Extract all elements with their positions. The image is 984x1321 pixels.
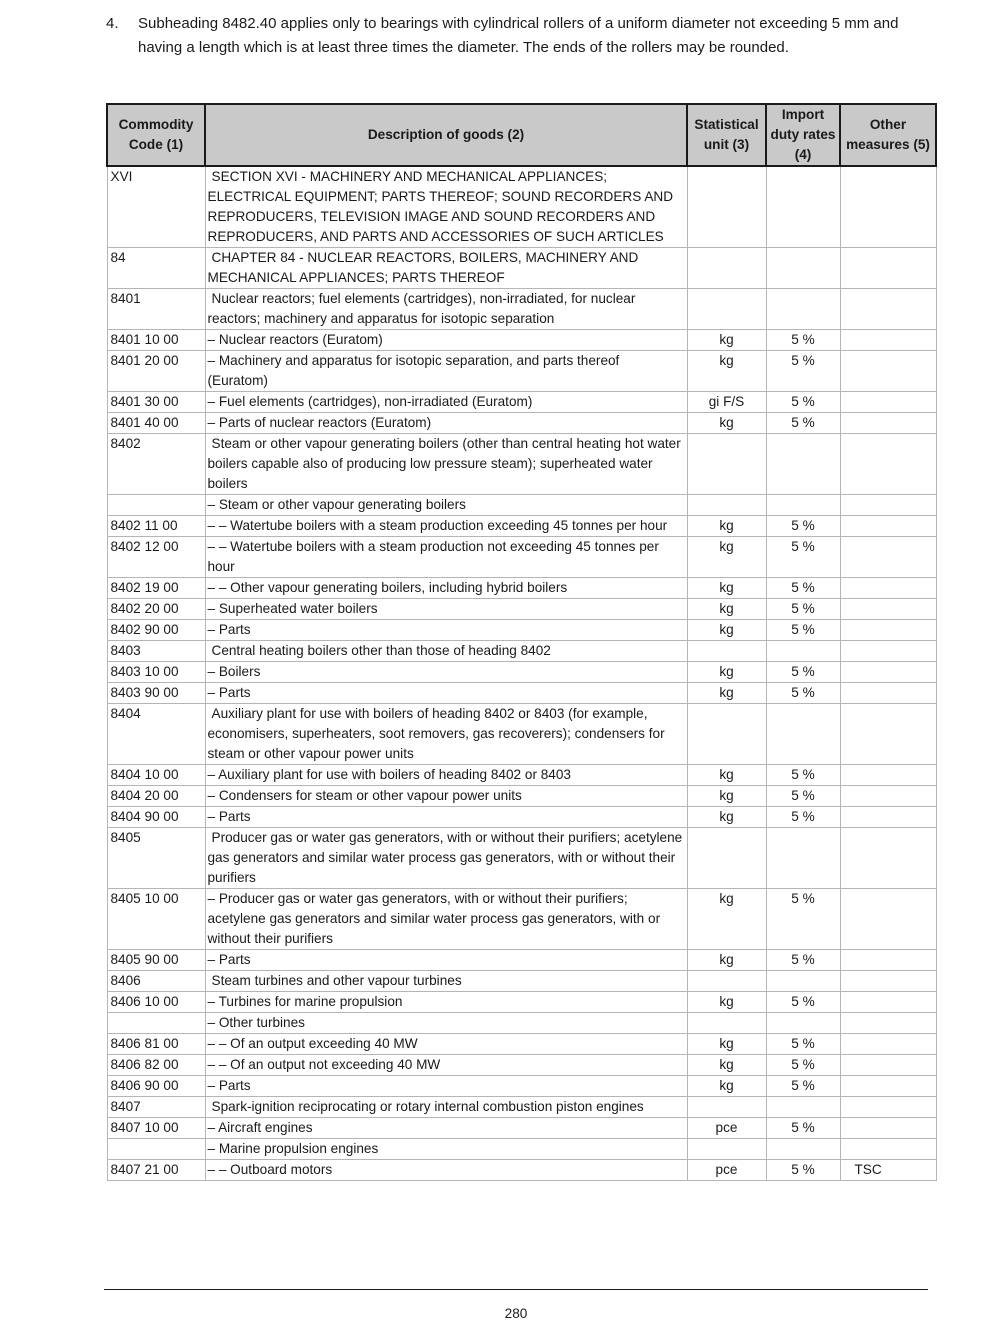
table-row bbox=[107, 641, 936, 662]
cell-import-duty-rate bbox=[766, 289, 840, 330]
cell-commodity-code: 8404 bbox=[107, 704, 205, 765]
cell-other-measures bbox=[840, 1097, 936, 1118]
table-row bbox=[107, 516, 936, 537]
cell-statistical-unit: kg bbox=[687, 599, 766, 620]
table-row bbox=[107, 495, 936, 516]
cell-statistical-unit bbox=[687, 434, 766, 495]
cell-commodity-code: 8401 20 00 bbox=[107, 351, 205, 392]
cell-import-duty-rate: 5 % bbox=[766, 578, 840, 599]
cell-description: – Auxiliary plant for use with boilers of heading 8402 or 8403 bbox=[205, 765, 687, 786]
cell-other-measures bbox=[840, 351, 936, 392]
cell-commodity-code: 8407 10 00 bbox=[107, 1118, 205, 1139]
cell-import-duty-rate: 5 % bbox=[766, 599, 840, 620]
cell-description: CHAPTER 84 - NUCLEAR REACTORS, BOILERS, MACHINERY AND MECHANICAL APPLIANCES; PARTS THEREOF bbox=[205, 248, 687, 289]
cell-commodity-code: 8401 bbox=[107, 289, 205, 330]
cell-commodity-code: 8406 81 00 bbox=[107, 1034, 205, 1055]
cell-description: Steam or other vapour generating boilers (other than central heating hot water boilers capable also of producing low pressure steam); superheated water boilers bbox=[205, 434, 687, 495]
cell-import-duty-rate: 5 % bbox=[766, 620, 840, 641]
table-row bbox=[107, 1076, 936, 1097]
cell-other-measures bbox=[840, 495, 936, 516]
cell-other-measures: TSC bbox=[840, 1160, 936, 1181]
table-row bbox=[107, 434, 936, 495]
cell-other-measures bbox=[840, 578, 936, 599]
cell-description: Steam turbines and other vapour turbines bbox=[205, 971, 687, 992]
table-row bbox=[107, 889, 936, 950]
cell-statistical-unit: kg bbox=[687, 516, 766, 537]
cell-description: Spark-ignition reciprocating or rotary internal combustion piston engines bbox=[205, 1097, 687, 1118]
cell-import-duty-rate: 5 % bbox=[766, 807, 840, 828]
cell-other-measures bbox=[840, 434, 936, 495]
cell-description: – Parts bbox=[205, 807, 687, 828]
table-row bbox=[107, 599, 936, 620]
cell-commodity-code: 8406 10 00 bbox=[107, 992, 205, 1013]
cell-description: – – Other vapour generating boilers, including hybrid boilers bbox=[205, 578, 687, 599]
table-row bbox=[107, 1139, 936, 1160]
cell-statistical-unit bbox=[687, 704, 766, 765]
cell-commodity-code: 8401 30 00 bbox=[107, 392, 205, 413]
cell-other-measures bbox=[840, 248, 936, 289]
cell-import-duty-rate bbox=[766, 1013, 840, 1034]
cell-commodity-code: 8404 90 00 bbox=[107, 807, 205, 828]
cell-description: – Machinery and apparatus for isotopic separation, and parts thereof (Euratom) bbox=[205, 351, 687, 392]
cell-description: – Fuel elements (cartridges), non-irradiated (Euratom) bbox=[205, 392, 687, 413]
header-description: Description of goods (2) bbox=[205, 104, 687, 166]
cell-statistical-unit bbox=[687, 495, 766, 516]
cell-other-measures bbox=[840, 620, 936, 641]
cell-import-duty-rate: 5 % bbox=[766, 392, 840, 413]
cell-statistical-unit: gi F/S bbox=[687, 392, 766, 413]
cell-other-measures bbox=[840, 765, 936, 786]
cell-description: Auxiliary plant for use with boilers of heading 8402 or 8403 (for example, economisers, superheaters, soot removers, gas recoverers); condensers for steam or other vapour power units bbox=[205, 704, 687, 765]
cell-other-measures bbox=[840, 828, 936, 889]
cell-commodity-code: 8405 10 00 bbox=[107, 889, 205, 950]
cell-commodity-code: 8402 19 00 bbox=[107, 578, 205, 599]
cell-import-duty-rate bbox=[766, 1097, 840, 1118]
cell-description: – – Outboard motors bbox=[205, 1160, 687, 1181]
cell-commodity-code: 8401 40 00 bbox=[107, 413, 205, 434]
cell-import-duty-rate bbox=[766, 166, 840, 248]
cell-description: Nuclear reactors; fuel elements (cartridges), non-irradiated, for nuclear reactors; machinery and apparatus for isotopic separation bbox=[205, 289, 687, 330]
table-row bbox=[107, 807, 936, 828]
cell-statistical-unit: kg bbox=[687, 1076, 766, 1097]
cell-description: – Other turbines bbox=[205, 1013, 687, 1034]
cell-commodity-code: 8404 20 00 bbox=[107, 786, 205, 807]
cell-import-duty-rate bbox=[766, 971, 840, 992]
cell-import-duty-rate: 5 % bbox=[766, 683, 840, 704]
table-body bbox=[107, 166, 936, 1181]
cell-description: – Producer gas or water gas generators, with or without their purifiers; acetylene gas generators and similar water process gas generators, with or without their purifiers bbox=[205, 889, 687, 950]
table-row bbox=[107, 413, 936, 434]
table-row bbox=[107, 537, 936, 578]
cell-statistical-unit: pce bbox=[687, 1118, 766, 1139]
cell-commodity-code: 8407 bbox=[107, 1097, 205, 1118]
cell-description: Central heating boilers other than those of heading 8402 bbox=[205, 641, 687, 662]
cell-other-measures bbox=[840, 1118, 936, 1139]
cell-description: – Turbines for marine propulsion bbox=[205, 992, 687, 1013]
cell-commodity-code: 8402 bbox=[107, 434, 205, 495]
cell-description: – Nuclear reactors (Euratom) bbox=[205, 330, 687, 351]
table-row bbox=[107, 166, 936, 248]
cell-other-measures bbox=[840, 1139, 936, 1160]
cell-description: – Parts bbox=[205, 1076, 687, 1097]
table-row bbox=[107, 828, 936, 889]
cell-other-measures bbox=[840, 704, 936, 765]
cell-commodity-code: 84 bbox=[107, 248, 205, 289]
cell-description: – – Watertube boilers with a steam production not exceeding 45 tonnes per hour bbox=[205, 537, 687, 578]
cell-other-measures bbox=[840, 537, 936, 578]
table-row bbox=[107, 289, 936, 330]
cell-statistical-unit: kg bbox=[687, 889, 766, 950]
cell-commodity-code bbox=[107, 495, 205, 516]
cell-description: – Parts bbox=[205, 950, 687, 971]
cell-statistical-unit bbox=[687, 1139, 766, 1160]
cell-commodity-code: 8401 10 00 bbox=[107, 330, 205, 351]
cell-import-duty-rate: 5 % bbox=[766, 413, 840, 434]
table-row bbox=[107, 1118, 936, 1139]
cell-other-measures bbox=[840, 413, 936, 434]
cell-statistical-unit: kg bbox=[687, 537, 766, 578]
note-paragraph bbox=[106, 12, 936, 60]
cell-statistical-unit: kg bbox=[687, 950, 766, 971]
cell-other-measures bbox=[840, 683, 936, 704]
table-row bbox=[107, 1160, 936, 1181]
cell-other-measures bbox=[840, 289, 936, 330]
cell-import-duty-rate: 5 % bbox=[766, 1160, 840, 1181]
cell-other-measures bbox=[840, 971, 936, 992]
cell-commodity-code: 8405 bbox=[107, 828, 205, 889]
cell-import-duty-rate: 5 % bbox=[766, 330, 840, 351]
cell-import-duty-rate: 5 % bbox=[766, 889, 840, 950]
cell-other-measures bbox=[840, 786, 936, 807]
cell-statistical-unit: kg bbox=[687, 351, 766, 392]
table-row bbox=[107, 1055, 936, 1076]
cell-import-duty-rate bbox=[766, 248, 840, 289]
cell-commodity-code: 8405 90 00 bbox=[107, 950, 205, 971]
cell-statistical-unit bbox=[687, 971, 766, 992]
cell-import-duty-rate: 5 % bbox=[766, 1055, 840, 1076]
cell-description: – Steam or other vapour generating boilers bbox=[205, 495, 687, 516]
cell-other-measures bbox=[840, 889, 936, 950]
cell-other-measures bbox=[840, 330, 936, 351]
cell-other-measures bbox=[840, 1034, 936, 1055]
cell-commodity-code bbox=[107, 1013, 205, 1034]
cell-import-duty-rate bbox=[766, 828, 840, 889]
table-row bbox=[107, 330, 936, 351]
header-commodity-code: Commodity Code (1) bbox=[107, 104, 205, 166]
table-row bbox=[107, 351, 936, 392]
table-row bbox=[107, 704, 936, 765]
cell-statistical-unit bbox=[687, 1097, 766, 1118]
cell-import-duty-rate: 5 % bbox=[766, 662, 840, 683]
cell-commodity-code: 8407 21 00 bbox=[107, 1160, 205, 1181]
cell-other-measures bbox=[840, 599, 936, 620]
table-row bbox=[107, 786, 936, 807]
footer-divider bbox=[104, 1289, 928, 1290]
cell-commodity-code: 8406 90 00 bbox=[107, 1076, 205, 1097]
cell-statistical-unit: kg bbox=[687, 786, 766, 807]
cell-commodity-code: 8402 11 00 bbox=[107, 516, 205, 537]
cell-description: – Boilers bbox=[205, 662, 687, 683]
cell-description: – Parts bbox=[205, 620, 687, 641]
cell-import-duty-rate: 5 % bbox=[766, 516, 840, 537]
cell-commodity-code: 8403 bbox=[107, 641, 205, 662]
table-row bbox=[107, 392, 936, 413]
cell-commodity-code: 8404 10 00 bbox=[107, 765, 205, 786]
cell-other-measures bbox=[840, 1013, 936, 1034]
cell-statistical-unit bbox=[687, 289, 766, 330]
cell-description: SECTION XVI - MACHINERY AND MECHANICAL APPLIANCES; ELECTRICAL EQUIPMENT; PARTS THEREOF; SOUND RECORDERS AND REPRODUCERS, TELEVISION IMAGE AND SOUND RECORDERS AND REPRODUCERS, AND PARTS AND ACCESSORIES OF SUCH ARTICLES bbox=[205, 166, 687, 248]
cell-import-duty-rate: 5 % bbox=[766, 765, 840, 786]
cell-description: Producer gas or water gas generators, with or without their purifiers; acetylene gas generators and similar water process gas generators, with or without their purifiers bbox=[205, 828, 687, 889]
cell-commodity-code: 8406 82 00 bbox=[107, 1055, 205, 1076]
table-row bbox=[107, 1013, 936, 1034]
page-number: 280 bbox=[504, 1306, 528, 1321]
cell-import-duty-rate bbox=[766, 641, 840, 662]
note-text: Subheading 8482.40 applies only to bearings with cylindrical rollers of a uniform diameter not exceeding 5 mm and having a length which is at least three times the diameter. The ends of the rollers may be rounded. bbox=[138, 15, 899, 56]
cell-other-measures bbox=[840, 641, 936, 662]
cell-other-measures bbox=[840, 516, 936, 537]
cell-description: – Parts bbox=[205, 683, 687, 704]
cell-description: – Condensers for steam or other vapour power units bbox=[205, 786, 687, 807]
cell-import-duty-rate: 5 % bbox=[766, 1076, 840, 1097]
cell-other-measures bbox=[840, 1076, 936, 1097]
cell-statistical-unit: kg bbox=[687, 413, 766, 434]
cell-description: – Superheated water boilers bbox=[205, 599, 687, 620]
header-other-measures: Other measures (5) bbox=[840, 104, 936, 166]
cell-statistical-unit bbox=[687, 828, 766, 889]
cell-statistical-unit: kg bbox=[687, 578, 766, 599]
cell-other-measures bbox=[840, 166, 936, 248]
header-import-duty-rates: Import duty rates (4) bbox=[766, 104, 840, 166]
cell-description: – – Of an output not exceeding 40 MW bbox=[205, 1055, 687, 1076]
cell-import-duty-rate: 5 % bbox=[766, 950, 840, 971]
table-row bbox=[107, 992, 936, 1013]
cell-description: – Marine propulsion engines bbox=[205, 1139, 687, 1160]
cell-commodity-code: 8403 10 00 bbox=[107, 662, 205, 683]
cell-commodity-code bbox=[107, 1139, 205, 1160]
cell-other-measures bbox=[840, 807, 936, 828]
cell-import-duty-rate: 5 % bbox=[766, 1034, 840, 1055]
cell-statistical-unit bbox=[687, 641, 766, 662]
table-header-row bbox=[107, 104, 936, 166]
cell-commodity-code: 8402 20 00 bbox=[107, 599, 205, 620]
table-row bbox=[107, 971, 936, 992]
cell-other-measures bbox=[840, 392, 936, 413]
table-row bbox=[107, 662, 936, 683]
cell-import-duty-rate: 5 % bbox=[766, 992, 840, 1013]
cell-statistical-unit: kg bbox=[687, 662, 766, 683]
cell-import-duty-rate bbox=[766, 495, 840, 516]
cell-other-measures bbox=[840, 662, 936, 683]
table-row bbox=[107, 1034, 936, 1055]
cell-statistical-unit: kg bbox=[687, 683, 766, 704]
table-row bbox=[107, 683, 936, 704]
cell-description: – – Watertube boilers with a steam production exceeding 45 tonnes per hour bbox=[205, 516, 687, 537]
cell-commodity-code: 8402 12 00 bbox=[107, 537, 205, 578]
cell-import-duty-rate: 5 % bbox=[766, 1118, 840, 1139]
cell-statistical-unit: kg bbox=[687, 1055, 766, 1076]
cell-commodity-code: XVI bbox=[107, 166, 205, 248]
cell-statistical-unit: kg bbox=[687, 620, 766, 641]
cell-description: – – Of an output exceeding 40 MW bbox=[205, 1034, 687, 1055]
cell-statistical-unit: kg bbox=[687, 1034, 766, 1055]
cell-statistical-unit bbox=[687, 166, 766, 248]
cell-import-duty-rate: 5 % bbox=[766, 351, 840, 392]
cell-statistical-unit bbox=[687, 248, 766, 289]
header-statistical-unit: Statistical unit (3) bbox=[687, 104, 766, 166]
cell-other-measures bbox=[840, 992, 936, 1013]
cell-other-measures bbox=[840, 950, 936, 971]
table-row bbox=[107, 620, 936, 641]
cell-import-duty-rate: 5 % bbox=[766, 537, 840, 578]
note-number: 4. bbox=[106, 15, 119, 32]
cell-statistical-unit: kg bbox=[687, 765, 766, 786]
table-row bbox=[107, 950, 936, 971]
cell-statistical-unit: kg bbox=[687, 807, 766, 828]
cell-import-duty-rate bbox=[766, 434, 840, 495]
cell-statistical-unit: kg bbox=[687, 330, 766, 351]
tariff-table bbox=[106, 103, 937, 1181]
cell-statistical-unit: pce bbox=[687, 1160, 766, 1181]
cell-statistical-unit: kg bbox=[687, 992, 766, 1013]
cell-statistical-unit bbox=[687, 1013, 766, 1034]
cell-commodity-code: 8403 90 00 bbox=[107, 683, 205, 704]
cell-description: – Parts of nuclear reactors (Euratom) bbox=[205, 413, 687, 434]
cell-import-duty-rate bbox=[766, 704, 840, 765]
cell-import-duty-rate: 5 % bbox=[766, 786, 840, 807]
cell-commodity-code: 8402 90 00 bbox=[107, 620, 205, 641]
table-row bbox=[107, 578, 936, 599]
cell-other-measures bbox=[840, 1055, 936, 1076]
cell-description: – Aircraft engines bbox=[205, 1118, 687, 1139]
cell-commodity-code: 8406 bbox=[107, 971, 205, 992]
cell-import-duty-rate bbox=[766, 1139, 840, 1160]
table-row bbox=[107, 1097, 936, 1118]
table-row bbox=[107, 765, 936, 786]
table-row bbox=[107, 248, 936, 289]
